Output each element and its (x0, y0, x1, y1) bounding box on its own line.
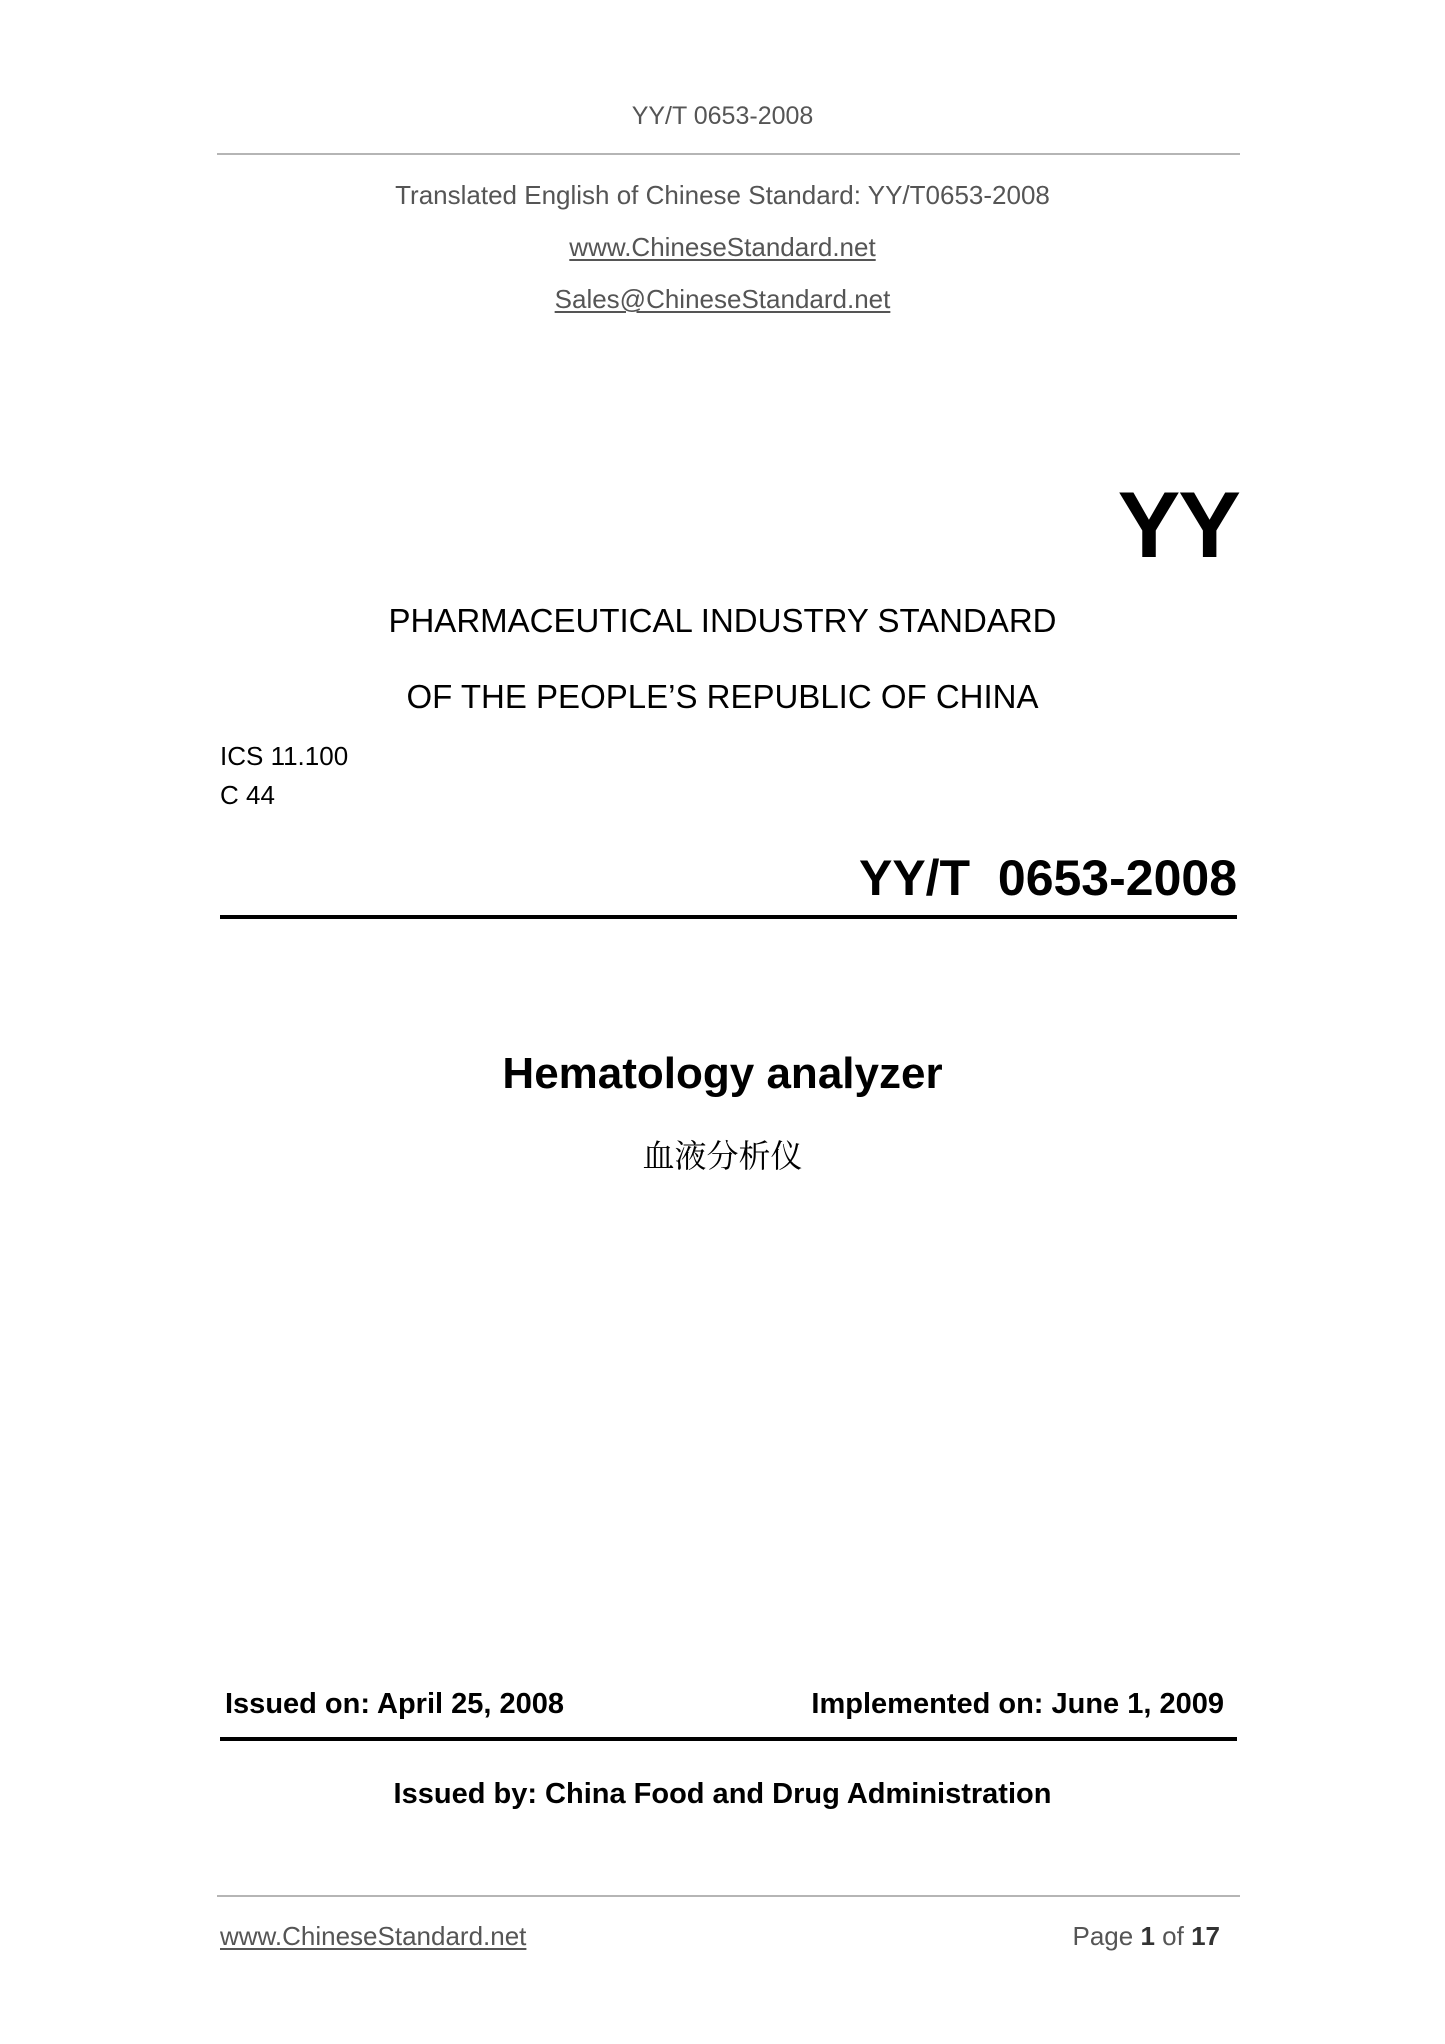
email-link[interactable]: Sales@ChineseStandard.net (554, 284, 891, 314)
running-header: YY/T 0653-2008 (631, 102, 814, 130)
page-number: 1 (1140, 1921, 1155, 1951)
page-total: 17 (1191, 1921, 1220, 1951)
dates-divider (220, 1737, 1237, 1741)
footer-website-row (220, 1921, 526, 1952)
email-link-row (0, 284, 1445, 315)
issuer-line-2: OF THE PEOPLE’S REPUBLIC OF CHINA (406, 678, 1039, 715)
document-title-chinese: 血液分析仪 (642, 1138, 803, 1174)
standard-mark: YY (1117, 472, 1239, 577)
issuing-authority: Issued by: China Food and Drug Administration (393, 1778, 1052, 1810)
header-divider (217, 153, 1240, 155)
ccs-code: C 44 (220, 780, 275, 810)
standard-code: YY/T 0653-2008 (858, 850, 1237, 906)
translation-note: Translated English of Chinese Standard: YY/T0653-2008 (395, 180, 1050, 210)
document-title: Hematology analyzer (502, 1049, 943, 1098)
issued-date: Issued on: April 25, 2008 (225, 1688, 564, 1720)
of-word: of (1162, 1921, 1184, 1951)
implemented-date: Implemented on: June 1, 2009 (811, 1688, 1224, 1720)
footer-website-link[interactable]: www.ChineseStandard.net (220, 1921, 527, 1951)
website-link-row (0, 232, 1445, 263)
code-underline (220, 915, 1237, 919)
footer-divider (217, 1895, 1240, 1897)
page-word: Page (1072, 1921, 1134, 1951)
issuer-line-1: PHARMACEUTICAL INDUSTRY STANDARD (388, 602, 1057, 639)
page-counter (1072, 1921, 1220, 1952)
ics-code: ICS 11.100 (220, 741, 349, 771)
website-link[interactable]: www.ChineseStandard.net (569, 232, 876, 262)
